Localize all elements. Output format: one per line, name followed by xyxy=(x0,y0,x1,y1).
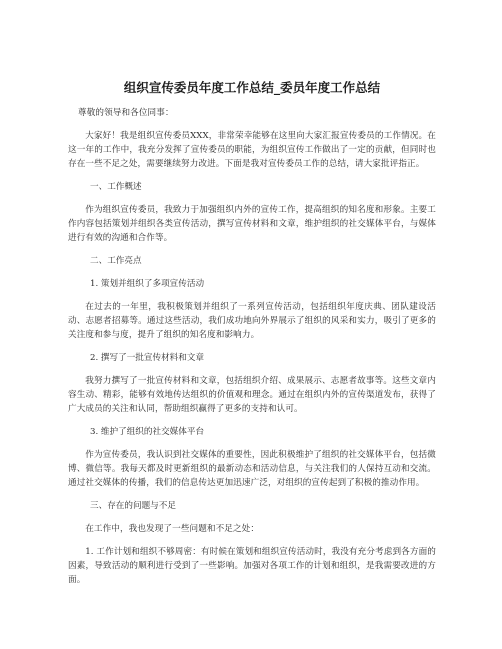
overview-paragraph: 作为组织宣传委员，我致力于加强组织内外的宣传工作，提高组织的知名度和形象。主要工作内容包括策划并组织各类宣传活动，撰写宣传材料和文章，维护组织的社交媒体平台，与媒体进行有效的沟通和合作等。 xyxy=(68,205,436,243)
highlight-item-2-paragraph: 我努力撰写了一批宣传材料和文章，包括组织介绍、成果展示、志愿者故事等。这些文章内容生动、精彩，能够有效地传达组织的价值观和理念。通过在组织内外的宣传渠道发布，获得了广大成员的关注和认同，帮助组织赢得了更多的支持和认可。 xyxy=(68,376,436,414)
highlight-item-2-heading: 2. 撰写了一批宣传材料和文章 xyxy=(90,353,205,363)
section-heading-overview: 一、工作概述 xyxy=(90,182,142,192)
section-heading-problems: 三、存在的问题与不足 xyxy=(90,501,176,511)
highlight-item-1-heading: 1. 策划并组织了多项宣传活动 xyxy=(90,279,205,289)
salutation: 尊敬的领导和各位同事： xyxy=(78,108,174,118)
problem-item-1: 1. 工作计划和组织不够周密：有时候在策划和组织宣传活动时，我没有充分考虑到各方面的因素，导致活动的顺利进行受到了一些影响。加强对各项工作的计划和组织，是我需要改进的方面。 xyxy=(68,547,436,585)
intro-paragraph: 大家好！我是组织宣传委员XXX，非常荣幸能够在这里向大家汇报宣传委员的工作情况。在这一年的工作中，我充分发挥了宣传委员的职能，为组织宣传工作做出了一定的贡献，但同时也存在一些不足之处，需要继续努力改进。下面是我对宣传委员工作的总结，请大家批评指正。 xyxy=(68,131,436,169)
document-title: 组织宣传委员年度工作总结_委员年度工作总结 xyxy=(123,80,381,95)
section-heading-highlights: 二、工作亮点 xyxy=(90,256,142,266)
problems-intro: 在工作中，我也发现了一些问题和不足之处： xyxy=(85,524,260,534)
highlight-item-1-paragraph: 在过去的一年里，我积极策划并组织了一系列宣传活动，包括组织年度庆典、团队建设活动、志愿者招募等。通过这些活动，我们成功地向外界展示了组织的风采和实力，吸引了更多的关注度和参与度，提升了组织的知名度和影响力。 xyxy=(68,302,436,340)
highlight-item-3-heading: 3. 维护了组织的社交媒体平台 xyxy=(90,427,205,437)
highlight-item-3-paragraph: 作为宣传委员，我认识到社交媒体的重要性，因此积极维护了组织的社交媒体平台，包括微博、微信等。我每天都及时更新组织的最新动态和活动信息，与关注我们的人保持互动和交流。通过社交媒体的传播，我们的信息传达更加迅速广泛，对组织的宣传起到了积极的推动作用。 xyxy=(68,450,436,488)
